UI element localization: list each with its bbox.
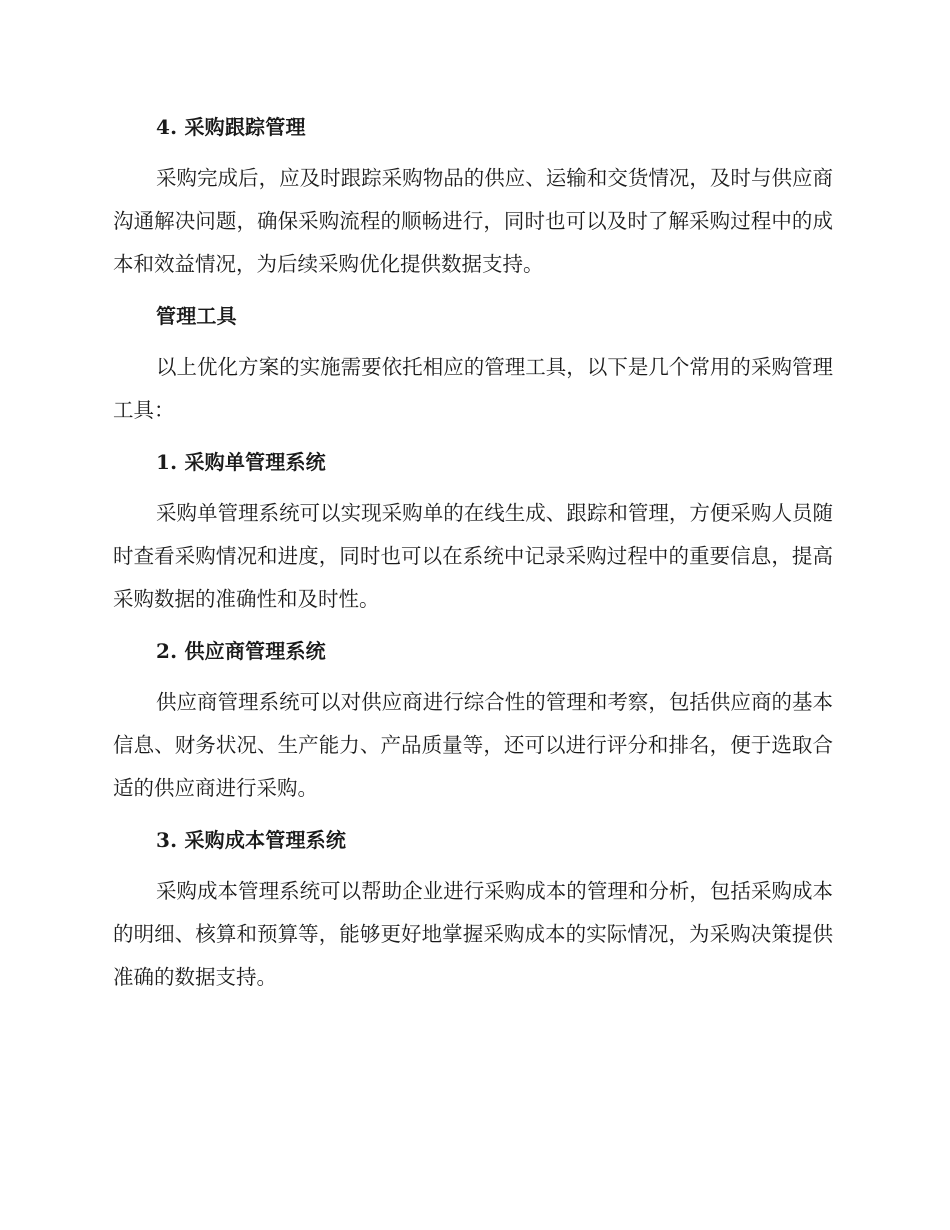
section-paragraph: 以上优化方案的实施需要依托相应的管理工具，以下是几个常用的采购管理工具： xyxy=(113,355,833,422)
document-body xyxy=(113,108,833,999)
section-heading: 4. 采购跟踪管理 xyxy=(156,115,306,139)
section-supplier-system xyxy=(113,632,833,821)
section-heading: 管理工具 xyxy=(156,304,237,328)
section-heading: 2. 供应商管理系统 xyxy=(156,639,326,663)
section-cost-system xyxy=(113,821,833,999)
section-heading: 3. 采购成本管理系统 xyxy=(156,828,347,852)
section-purchase-order-system xyxy=(113,443,833,632)
section-purchase-tracking xyxy=(113,108,833,297)
section-paragraph: 采购成本管理系统可以帮助企业进行采购成本的管理和分析，包括采购成本的明细、核算和预算等，能够更好地掌握采购成本的实际情况，为采购决策提供准确的数据支持。 xyxy=(113,879,833,989)
section-heading: 1. 采购单管理系统 xyxy=(156,450,326,474)
section-paragraph: 采购完成后，应及时跟踪采购物品的供应、运输和交货情况，及时与供应商沟通解决问题，确保采购流程的顺畅进行，同时也可以及时了解采购过程中的成本和效益情况，为后续采购优化提供数据支持。 xyxy=(113,166,833,276)
section-paragraph: 采购单管理系统可以实现采购单的在线生成、跟踪和管理，方便采购人员随时查看采购情况和进度，同时也可以在系统中记录采购过程中的重要信息，提高采购数据的准确性和及时性。 xyxy=(113,501,833,611)
section-paragraph: 供应商管理系统可以对供应商进行综合性的管理和考察，包括供应商的基本信息、财务状况、生产能力、产品质量等，还可以进行评分和排名，便于选取合适的供应商进行采购。 xyxy=(113,690,833,800)
section-management-tools xyxy=(113,297,833,443)
